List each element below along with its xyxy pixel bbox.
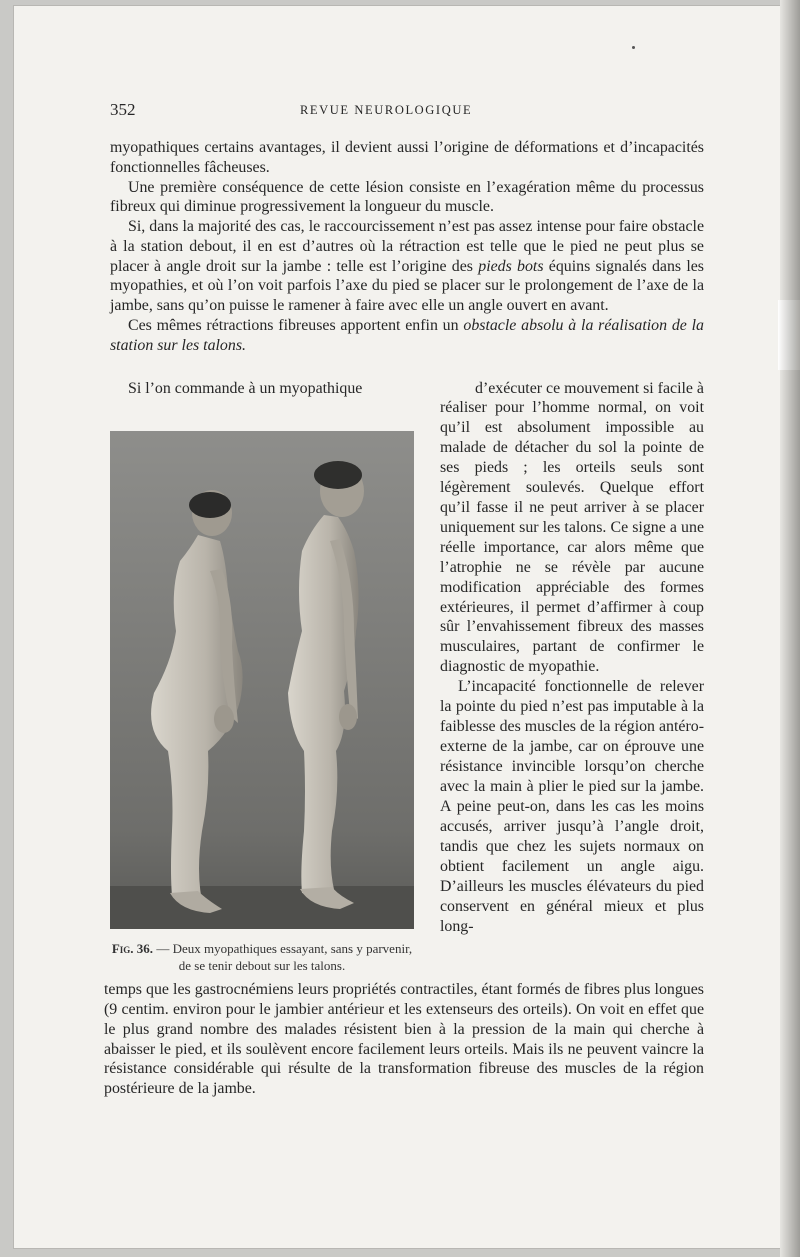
- figure-caption: [110, 940, 414, 974]
- side-column: [440, 398, 704, 937]
- paragraph: temps que les gastrocnémiens leurs propriétés contractiles, étant formés de fibres plus longues (9 centim. environ pour le jambier antérieur et les extenseurs des orteils). On voit en effet que le plus grand nombre des malades résistent bien à la pression de la main qui cherche à abaisser le pied, et ils soulèvent encore facilement leurs orteils. Mais ils ne peuvent vaincre la résistance considérable qui résulte de la transformation fibreuse des muscles de la région postérieure de la jambe.: [104, 981, 704, 1098]
- italic-term: pieds bots: [478, 257, 544, 275]
- paragraph-text: Si, dans la majorité des cas, le raccourcissement n’est pas assez intense pour faire obstacle à la station debout, il en est d’autres où la rétraction est telle que le pied ne peut plus se placer à angle droit sur la jambe : telle est l’origine des: [110, 218, 704, 275]
- paragraph-text: équins signalés dans les myopathies, et où l’on voit parfois l’axe du pied se placer sur le prolongement de l’axe de la jambe, sans qu’on puisse le ramener à faire avec elle un angle ouvert en avant.: [110, 257, 704, 314]
- paragraph: [110, 316, 704, 356]
- running-head: REVUE NEUROLOGIQUE: [300, 103, 473, 117]
- paragraph: L’incapacité fonctionnelle de relever la pointe du pied n’est pas imputable à la faiblesse des muscles de la région antéro-externe de la jambe, car on éprouve une résistance invincible lorsqu’on cherche avec la main à plier le pied sur la jambe. A peine peut-on, dans les cas les moins accusés, arriver jusqu’à l’angle droit, tandis que chez les sujets normaux on obtient facilement un angle aigu. D’ailleurs les muscles élévateurs du pied conservent en général mieux et plus long-: [440, 678, 704, 935]
- body-text-top: [110, 138, 704, 355]
- paragraph-text: Ces mêmes rétractions fibreuses apportent enfin un: [128, 316, 459, 334]
- page-number: 352: [110, 100, 136, 119]
- paragraph: Une première conséquence de cette lésion consiste en l’exagération même du processus fibreux qui diminue progressivement la longueur du muscle.: [110, 178, 704, 216]
- page-edge: [780, 0, 800, 1257]
- photo-illustration: [110, 431, 414, 929]
- paper-tab: [778, 300, 800, 370]
- body-text-bottom: [104, 980, 704, 1099]
- split-line-right: d’exécuter ce mouvement si facile à: [475, 380, 704, 397]
- caption-text: — Deux myopathiques essayant, sans y parvenir, de se tenir debout sur les talons.: [156, 941, 413, 973]
- paragraph: myopathiques certains avantages, il devient aussi l’origine de déformations et d’incapacités fonctionnelles fâcheuses.: [110, 139, 704, 176]
- italic-phrase: obstacle absolu à la réalisation de la station sur les talons.: [110, 316, 704, 354]
- paragraph: [110, 217, 704, 316]
- split-line-left: Si l’on commande à un myopathique: [128, 380, 363, 397]
- paragraph: réaliser pour l’homme normal, on voit qu’il est absolument impossible au malade de détacher du sol la pointe de ses pieds ; les orteils seuls sont légèrement soulevés. Quelque effort qu’il fasse il ne peut arriver à se placer uniquement sur les talons. Ce signe a une réelle importance, car alors même que l’atrophie ne se révèle par aucune modification appréciable des formes extérieures, il permet d’affirmer à coup sûr l’envahissement fibreux des masses musculaires, partant de confirmer le diagnostic de myopathie.: [440, 399, 704, 676]
- figure-photograph: [110, 431, 414, 929]
- page-header: [0, 100, 800, 122]
- speck: [632, 46, 635, 49]
- figure-label: Fig. 36.: [111, 941, 154, 956]
- split-line: [110, 379, 704, 399]
